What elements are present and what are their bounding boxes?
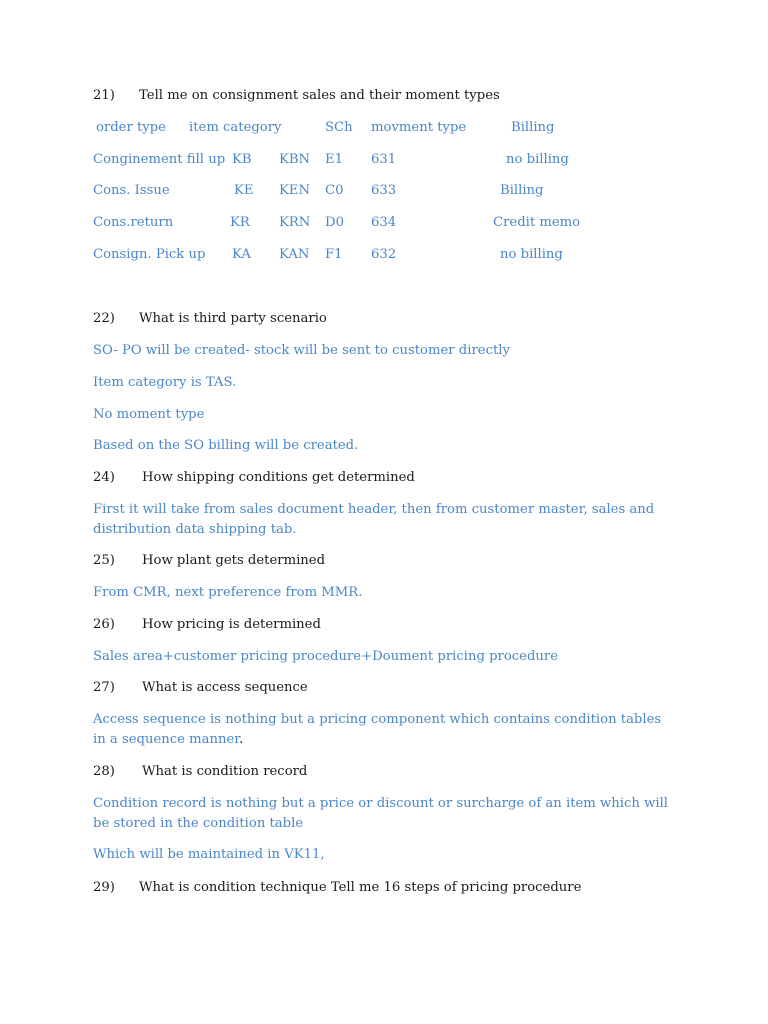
- question-number: 28): [93, 764, 115, 779]
- answer-line: No moment type: [93, 407, 205, 422]
- question-number: 25): [93, 553, 115, 568]
- table-cell: 633: [371, 183, 397, 198]
- question-text: What is third party scenario: [139, 311, 327, 326]
- question-text: How pricing is determined: [142, 617, 321, 632]
- table-cell: 634: [371, 215, 397, 230]
- table-cell: KBN: [279, 152, 311, 167]
- question-text: Tell me on consignment sales and their moment types: [139, 88, 500, 103]
- question-28: [93, 762, 307, 782]
- answer-paragraph: Condition record is nothing but a price or discount or surcharge of an item which will be stored in the condition table: [93, 796, 669, 831]
- table-header-item-category: item category: [189, 120, 282, 135]
- table-cell: KR: [230, 215, 250, 230]
- table-cell: KEN: [279, 183, 311, 198]
- question-number: 22): [93, 311, 115, 326]
- answer-paragraph: [93, 710, 678, 750]
- table-cell: D0: [325, 215, 344, 230]
- table-cell: Cons.return: [93, 215, 174, 230]
- answer-line: Sales area+customer pricing procedure+Doument pricing procedure: [93, 649, 559, 664]
- question-24: [93, 468, 415, 488]
- question-number: 27): [93, 680, 115, 695]
- answer-line: Which will be maintained in VK11,: [93, 847, 325, 862]
- answer-text: Access sequence is nothing but a pricing component which contains condition tables in a sequence manner: [93, 712, 662, 747]
- table-cell: no billing: [500, 247, 563, 262]
- table-cell: no billing: [506, 152, 569, 167]
- table-cell: C0: [325, 183, 344, 198]
- question-29: [93, 878, 581, 898]
- question-21: [93, 86, 500, 106]
- question-text: How plant gets determined: [142, 553, 326, 568]
- table-header-movement-type: movment type: [371, 120, 467, 135]
- table-cell: KAN: [279, 247, 310, 262]
- question-number: 24): [93, 470, 115, 485]
- table-cell: Conginement fill up: [93, 152, 226, 167]
- answer-period: .: [239, 732, 244, 747]
- question-number: 26): [93, 617, 115, 632]
- answer-paragraph: First it will take from sales document header, then from customer master, sales and distribution data shipping tab.: [93, 502, 655, 537]
- table-header-billing: Billing: [511, 120, 555, 135]
- table-header-order-type: order type: [96, 120, 166, 135]
- table-header-sch: SCh: [325, 120, 353, 135]
- answer-line: From CMR, next preference from MMR.: [93, 585, 363, 600]
- table-cell: Credit memo: [493, 215, 581, 230]
- question-text: What is condition technique Tell me 16 steps of pricing procedure: [139, 880, 582, 895]
- answer-line: Item category is TAS.: [93, 375, 237, 390]
- question-25: [93, 551, 325, 571]
- table-cell: KE: [234, 183, 254, 198]
- table-cell: F1: [325, 247, 343, 262]
- question-text: How shipping conditions get determined: [142, 470, 415, 485]
- question-text: What is access sequence: [142, 680, 308, 695]
- table-cell: Cons. Issue: [93, 183, 170, 198]
- question-text: What is condition record: [142, 764, 308, 779]
- table-cell: 631: [371, 152, 397, 167]
- question-26: [93, 615, 321, 635]
- table-cell: Consign. Pick up: [93, 247, 206, 262]
- table-cell: E1: [325, 152, 344, 167]
- table-cell: 632: [371, 247, 397, 262]
- table-cell: KRN: [279, 215, 311, 230]
- answer-line: Based on the SO billing will be created.: [93, 438, 359, 453]
- table-cell: KB: [232, 152, 252, 167]
- question-22: [93, 309, 327, 329]
- question-number: 21): [93, 88, 115, 103]
- table-cell: Billing: [500, 183, 544, 198]
- question-27: [93, 678, 308, 698]
- table-cell: KA: [232, 247, 251, 262]
- answer-line: SO- PO will be created- stock will be sent to customer directly: [93, 343, 510, 358]
- question-number: 29): [93, 880, 115, 895]
